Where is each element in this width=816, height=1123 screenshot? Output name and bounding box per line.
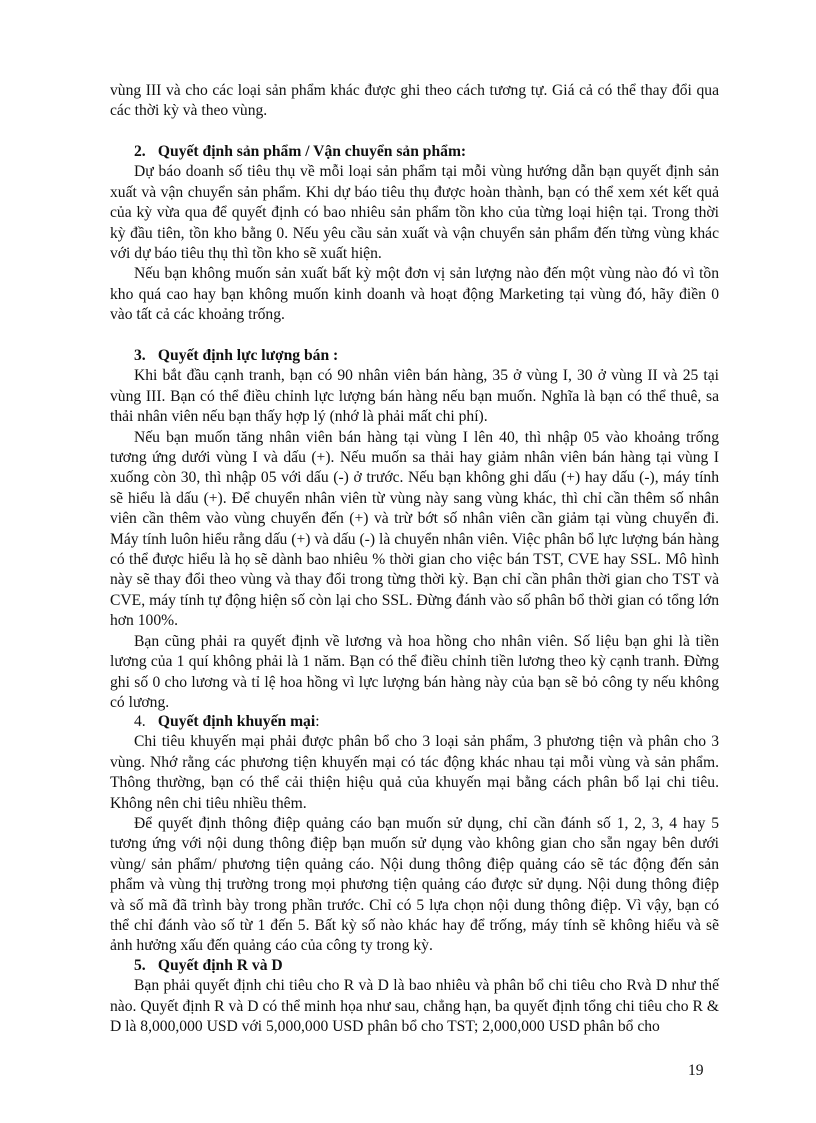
section-paragraph: Chi tiêu khuyến mại phải được phân bổ cho 3 loại sản phẩm, 3 phương tiện và phân cho 3 vùng. Nhớ rằng các phương tiện khuyến mại có tác động khác nhau tại mỗi vùng và sản phẩm. Thông thường, bạn có thể cải thiện hiệu quả của khuyến mại bằng cách phân bổ lại chi tiêu. Không nên chi tiêu nhiều thêm. xyxy=(110,733,719,812)
section-sales-force xyxy=(110,346,719,713)
section-heading xyxy=(110,712,719,732)
section-paragraph: Bạn cũng phải ra quyết định về lương và hoa hồng cho nhân viên. Số liệu bạn ghi là tiền lương của 1 quí không phải là 1 năm. Bạn có thể điều chỉnh tiền lương theo kỳ cạnh tranh. Đừng ghi số 0 cho lương và tỉ lệ hoa hồng vì lực lượng bán hàng này của bạn sẽ bỏ công ty nếu không có lương. xyxy=(110,632,719,711)
section-paragraph: Khi bắt đầu cạnh tranh, bạn có 90 nhân viên bán hàng, 35 ở vùng I, 30 ở vùng II và 25 tại vùng III. Bạn có thể điều chỉnh lực lượng bán hàng nếu bạn muốn. Nghĩa là bạn có thể thuê, sa thải nhân viên nếu bạn thấy hợp lý (nhớ là phải mất chi phí). xyxy=(110,367,719,426)
section-title: Quyết định sản phẩm / Vận chuyển sản phẩm: xyxy=(157,143,467,160)
section-paragraph: Nếu bạn muốn tăng nhân viên bán hàng tại vùng I lên 40, thì nhập 05 vào khoảng trống tương ứng dưới vùng I và dấu (+). Nếu muốn sa thải hay giảm nhân viên bán hàng tại vùng I xuống còn 30, thì nhập 05 với dấu (-) ở trước. Nếu bạn không ghi dấu (+) hay dấu (-), máy tính sẽ hiểu là dấu (+). Để chuyển nhân viên từ vùng này sang vùng khác, thì chỉ cần thêm số nhân viên cần thêm vào vùng chuyển đến (+) và trừ bớt số nhân viên cần giảm tại vùng chuyển đi. Máy tính luôn hiểu rằng dấu (+) và dấu (-) là chuyển nhân viên. Việc phân bổ lực lượng bán hàng có thể được hiểu là họ sẽ dành bao nhiêu % thời gian cho việc bán TST, CVE hay SSL. Mô hình này sẽ thay đổi theo vùng và thay đổi trong từng thời kỳ. Bạn chỉ cần phân thời gian cho TST và CVE, máy tính tự động hiện số còn lại cho SSL. Đừng đánh vào số phân bổ thời gian có tổng lớn hơn 100%. xyxy=(110,428,719,630)
section-number: 5. xyxy=(134,957,146,974)
section-title: Quyết định R và D xyxy=(157,957,283,974)
intro-block xyxy=(110,81,719,122)
section-heading xyxy=(110,142,719,162)
section-number: 3. xyxy=(134,347,146,364)
section-heading xyxy=(110,346,719,366)
section-title: Quyết định lực lượng bán : xyxy=(157,347,339,364)
section-product-shipping xyxy=(110,142,719,326)
section-title-suffix: : xyxy=(315,713,320,730)
section-number: 2. xyxy=(134,143,146,160)
section-title: Quyết định khuyến mại xyxy=(157,713,316,730)
section-heading xyxy=(110,956,719,976)
intro-paragraph: vùng III và cho các loại sản phẩm khác được ghi theo cách tương tự. Giá cả có thể thay đổi qua các thời kỳ và theo vùng. xyxy=(110,82,719,120)
section-paragraph: Bạn phải quyết định chi tiêu cho R và D là bao nhiêu và phân bổ chi tiêu cho Rvà D như thế nào. Quyết định R và D có thể minh họa như sau, chẳng hạn, ba quyết định tổng chi tiêu cho R & D là 8,000,000 USD với 5,000,000 USD phân bổ cho TST; 2,000,000 USD phân bổ cho xyxy=(110,977,719,1036)
section-paragraph: Dự báo doanh số tiêu thụ về mỗi loại sản phẩm tại mỗi vùng hướng dẫn bạn quyết định sản xuất và vận chuyển sản phẩm. Khi dự báo tiêu thụ được hoàn thành, bạn có thể xem xét kết quả của kỳ vừa qua để quyết định có bao nhiêu sản phẩm tồn kho của từng loại hiện tại. Trong thời kỳ đầu tiên, tồn kho bằng 0. Nếu yêu cầu sản xuất và vận chuyển sản phẩm đến từng vùng khác với dự báo tiêu thụ thì tồn kho sẽ xuất hiện. xyxy=(110,163,719,263)
section-paragraph: Để quyết định thông điệp quảng cáo bạn muốn sử dụng, chỉ cần đánh số 1, 2, 3, 4 hay 5 tương ứng với nội dung thông điệp bạn muốn sử dụng vào không gian cho sẵn ngay bên dưới vùng/ sản phẩm/ phương tiện quảng cáo. Nội dung thông điệp quảng cáo sẽ tác động đến sản phẩm và vùng thị trường trong mọi phương tiện quảng cáo được sử dụng. Nội dung thông điệp và số mã đã trình bày trong phần trước. Chỉ có 5 lựa chọn nội dung thông điệp. Vì vậy, bạn có thể chỉ đánh vào số từ 1 đến 5. Bất kỳ số nào khác hay để trống, máy tính sẽ không hiểu và sẽ ảnh hưởng xấu đến quảng cáo của công ty trong kỳ. xyxy=(110,815,719,955)
section-rnd xyxy=(110,956,719,1038)
section-promotion xyxy=(110,712,719,957)
section-number: 4. xyxy=(134,713,146,730)
section-paragraph: Nếu bạn không muốn sản xuất bất kỳ một đơn vị sản lượng nào đến một vùng nào đó vì tồn kho quá cao hay bạn không muốn kinh doanh và hoạt động Marketing tại vùng đó, hãy điền 0 vào tất cả các khoảng trống. xyxy=(110,265,719,324)
page-number: 19 xyxy=(688,1062,704,1079)
